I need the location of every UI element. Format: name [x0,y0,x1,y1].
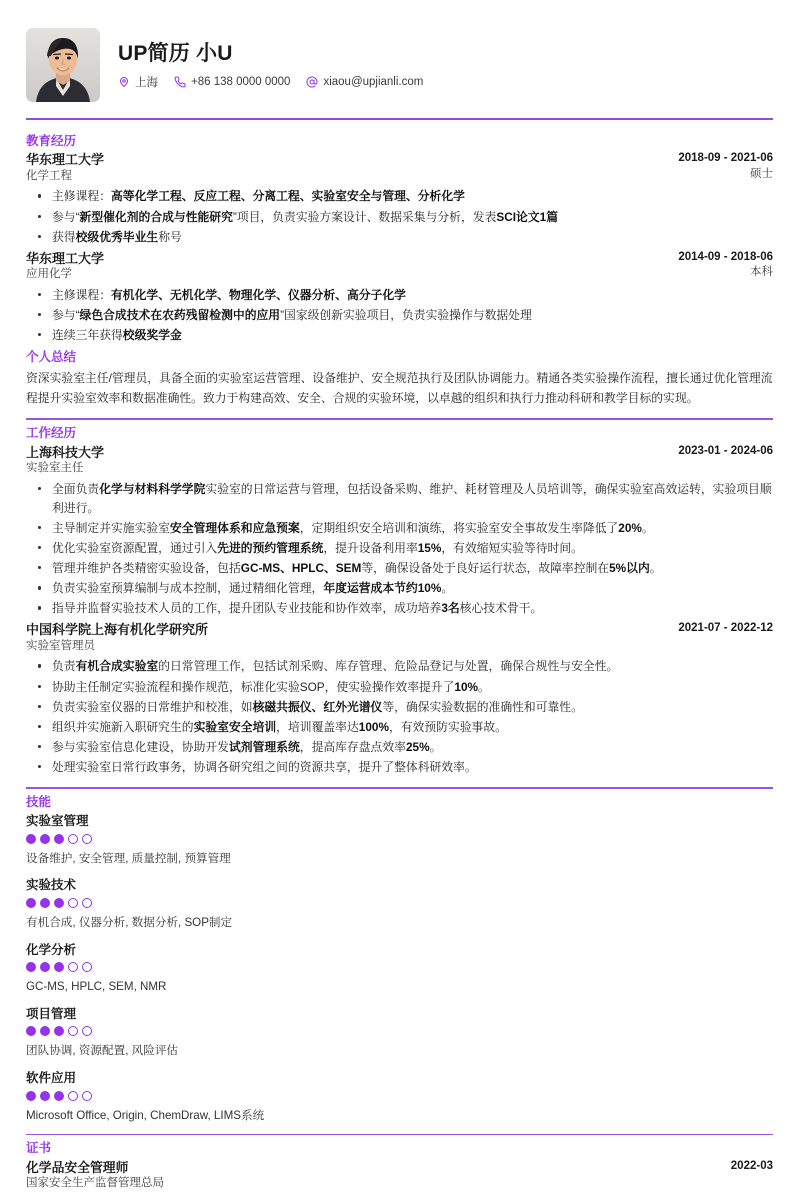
skill-dot-empty [68,962,78,972]
skill-level-dots [26,962,773,972]
section-work [26,418,773,777]
skill-name: 软件应用 [26,1070,77,1085]
skill-detail: 设备维护, 安全管理, 质量控制, 预算管理 [26,852,231,866]
skill-dot-empty [82,834,92,844]
section-title-skills: 技能 [26,794,52,809]
bullet-item: 协助主任制定实验流程和操作规范，标准化实验SOP，使实验操作效率提升了10%。 [26,678,773,697]
bullet-item: 连续三年获得校级奖学金 [26,326,773,345]
work-date: 2021-07 - 2022-12 [678,622,773,635]
bullet-item: 参与实验室信息化建设，协助开发试剂管理系统，提高库存盘点效率25%。 [26,738,773,757]
section-divider-skills [26,787,773,788]
section-summary [26,348,773,408]
section-title-education: 教育经历 [26,133,77,148]
skill-detail: 有机合成, 仪器分析, 数据分析, SOP制定 [26,916,233,930]
skill-item [26,812,773,867]
work-entry [26,621,773,777]
contact-phone [174,76,290,88]
skill-level-dots [26,898,773,908]
skill-dot-filled [26,962,36,972]
bullet-item: 主修课程：有机化学、无机化学、物理化学、仪器分析、高分子化学 [26,286,773,305]
major-name: 化学工程 [26,169,72,182]
skill-dot-filled [40,1091,50,1101]
summary-text: 资深实验室主任/管理员，具备全面的实验室运营管理、设备维护、安全规范执行及团队协调能力。精通各类实验操作流程，擅长通过优化管理流程提升实验室效率和数据准确性。致力于构建高效、安全、合规的实验环境，以卓越的组织和执行力推动科研和教学目标的实现。 [26,370,773,406]
skill-item [26,1005,773,1060]
skill-dot-empty [68,1026,78,1036]
section-title-certificates: 证书 [26,1141,52,1156]
skill-dot-empty [82,1091,92,1101]
section-divider-certificates [26,1134,773,1135]
certificate-head [26,1159,773,1192]
bullet-item: 全面负责化学与材料科学学院实验室的日常运营与管理，包括设备采购、维护、耗材管理及人员培训等，确保实验室高效运转，实验项目顺利进行。 [26,480,773,518]
skill-dot-filled [54,962,64,972]
skill-dot-filled [54,898,64,908]
skill-dot-filled [54,1026,64,1036]
work-bullets [26,480,773,619]
bullet-item: 负责实验室仪器的日常维护和校准，如核磁共振仪、红外光谱仪等，确保实验数据的准确性和可靠性。 [26,698,773,717]
skill-dot-filled [40,898,50,908]
education-date: 2018-09 - 2021-06 [678,152,773,165]
skill-name: 实验技术 [26,878,77,893]
skill-dot-empty [68,1091,78,1101]
education-entry-head [26,151,773,184]
bullet-item: 管理并维护各类精密实验设备，包括GC-MS、HPLC、SEM等，确保设备处于良好运行状态，故障率控制在5%以内。 [26,559,773,578]
education-bullets [26,187,773,246]
bullet-item: 组织并实施新入职研究生的实验室安全培训，培训覆盖率达100%，有效预防实验事故。 [26,718,773,737]
skill-dot-filled [26,834,36,844]
skill-dot-empty [68,898,78,908]
certificate-entry [26,1159,773,1192]
contact-email [306,76,423,88]
certificate-issuer: 国家安全生产监督管理总局 [26,1177,164,1190]
skill-dot-empty [82,898,92,908]
bullet-item: 主导制定并实施实验室安全管理体系和应急预案，定期组织安全培训和演练，将实验室安全事故发生率降低了20%。 [26,519,773,538]
skill-dot-filled [54,1091,64,1101]
company-name: 中国科学院上海有机化学研究所 [26,622,209,638]
identity-block [118,40,423,90]
bullet-item: 负责有机合成实验室的日常管理工作，包括试剂采购、库存管理、危险品登记与处置，确保合规性与安全性。 [26,657,773,676]
skill-item [26,941,773,996]
skill-level-dots [26,1026,773,1036]
skill-dot-filled [26,1026,36,1036]
bullet-item: 指导并监督实验技术人员的工作，提升团队专业技能和协作效率，成功培养3名核心技术骨干。 [26,599,773,618]
contact-location [118,74,158,90]
education-entry [26,250,773,345]
degree-label: 硕士 [750,167,773,180]
contact-location-text: 上海 [135,77,158,90]
job-title: 实验室管理员 [26,639,95,652]
education-entry [26,151,773,246]
bullet-item: 负责实验室预算编制与成本控制，通过精细化管理，年度运营成本节约10%。 [26,579,773,598]
skill-level-dots [26,1091,773,1101]
job-title: 实验室主任 [26,462,84,475]
education-bullets [26,286,773,345]
section-title-summary: 个人总结 [26,350,77,365]
bullet-item: 优化实验室资源配置，通过引入先进的预约管理系统，提升设备利用率15%，有效缩短实验等待时间。 [26,539,773,558]
work-bullets [26,657,773,777]
location-pin-icon [118,76,130,88]
skill-detail: GC-MS, HPLC, SEM, NMR [26,980,167,994]
skill-dot-filled [40,962,50,972]
skill-dot-filled [40,834,50,844]
contact-email-text: xiaou@upjianli.com [323,76,424,89]
skill-name: 实验室管理 [26,814,89,829]
phone-icon [174,76,186,88]
bullet-item: 主修课程：高等化学工程、反应工程、分离工程、实验室安全与管理、分析化学 [26,187,773,206]
avatar [26,28,100,102]
skill-item [26,1069,773,1124]
education-entry-head [26,250,773,283]
contact-row [118,74,423,90]
bullet-item: 获得校级优秀毕业生称号 [26,228,773,247]
certificate-name: 化学品安全管理师 [26,1160,129,1176]
header-divider [26,118,773,120]
degree-label: 本科 [750,266,773,279]
work-entry-head [26,444,773,477]
skill-dot-filled [26,1091,36,1101]
email-at-icon [306,76,318,88]
person-name: UP简历 小U [118,41,233,65]
skill-level-dots [26,834,773,844]
work-entry-head [26,621,773,654]
skill-name: 化学分析 [26,942,77,957]
resume-header [26,28,773,116]
skill-dot-empty [82,962,92,972]
bullet-item: 参与“新型催化剂的合成与性能研究”项目，负责实验方案设计、数据采集与分析，发表SCI论文1篇 [26,208,773,227]
section-education [26,132,773,346]
section-certificates [26,1134,773,1192]
skill-dot-empty [82,1026,92,1036]
skill-detail: 团队协调, 资源配置, 风险评估 [26,1044,179,1058]
work-date: 2023-01 - 2024-06 [678,444,773,457]
section-divider-work [26,418,773,419]
section-skills [26,787,773,1124]
skill-dot-filled [26,898,36,908]
section-title-work: 工作经历 [26,425,77,440]
skill-dot-filled [54,834,64,844]
school-name: 华东理工大学 [26,250,105,266]
skill-detail: Microsoft Office, Origin, ChemDraw, LIMS系统 [26,1108,265,1122]
company-name: 上海科技大学 [26,444,105,460]
skill-name: 项目管理 [26,1006,77,1021]
bullet-item: 参与“绿色合成技术在农药残留检测中的应用”国家级创新实验项目，负责实验操作与数据处理 [26,306,773,325]
contact-phone-text: +86 138 0000 0000 [191,76,291,89]
bullet-item: 处理实验室日常行政事务，协调各研究组之间的资源共享，提升了整体科研效率。 [26,758,773,777]
work-entry [26,444,773,619]
certificate-date: 2022-03 [730,1160,773,1173]
skill-item [26,876,773,931]
skill-dot-filled [40,1026,50,1036]
major-name: 应用化学 [26,268,72,281]
school-name: 华东理工大学 [26,152,105,168]
skill-list [26,812,773,1124]
skill-dot-empty [68,834,78,844]
education-date: 2014-09 - 2018-06 [678,250,773,263]
